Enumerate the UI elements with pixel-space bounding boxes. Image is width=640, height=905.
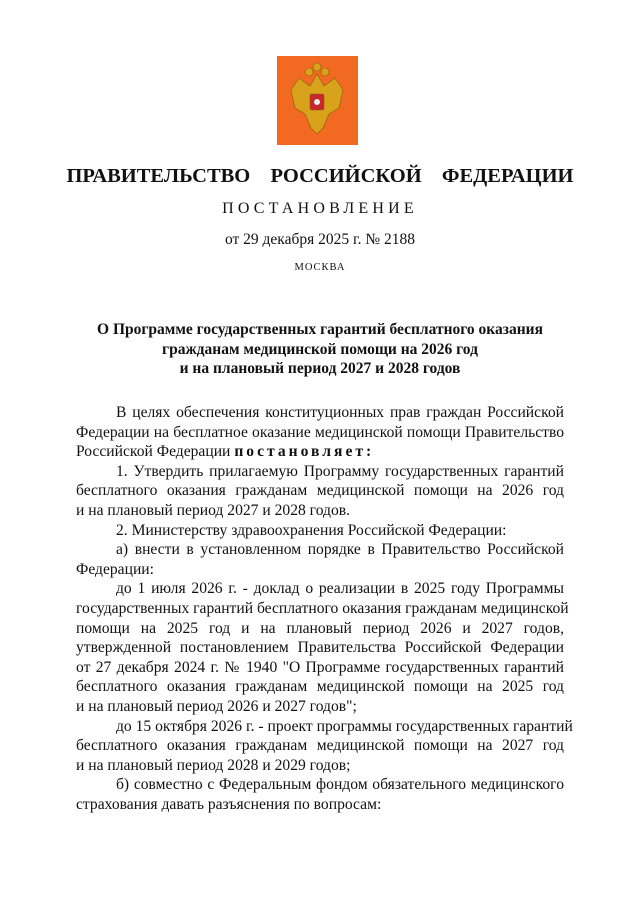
- body-line: [76, 442, 564, 462]
- body-line: до 15 октября 2026 г. - проект программы государственных гарантий: [116, 717, 573, 735]
- body-line: утвержденной постановлением Правительства Российской Федерации: [76, 639, 564, 657]
- document-date-number: от 29 декабря 2025 г. № 2188: [224, 231, 416, 248]
- body-line: Федерации:: [76, 560, 154, 578]
- body-line: помощи на 2025 год и на плановый период 2026 и 2027 годов,: [76, 619, 564, 637]
- body-line: бесплатного оказания гражданам медицинской помощи на 2027 год: [76, 737, 564, 755]
- body-line: и на плановый период 2026 и 2027 годов";: [76, 697, 357, 715]
- body-line: бесплатного оказания гражданам медицинской помощи на 2025 год: [76, 678, 564, 696]
- body-line: государственных гарантий бесплатного оказания гражданам медицинской: [76, 599, 569, 617]
- coat-of-arms-emblem: [277, 56, 358, 145]
- subject-line: О Программе государственных гарантий бесплатного оказания: [97, 321, 543, 338]
- subject-line: гражданам медицинской помощи на 2026 год: [162, 340, 478, 358]
- body-line: 1. Утвердить прилагаемую Программу государственных гарантий: [116, 462, 564, 480]
- body-line: В целях обеспечения конституционных прав граждан Российской: [116, 404, 564, 421]
- body-line: и на плановый период 2027 и 2028 годов.: [76, 501, 351, 519]
- document-type: ПОСТАНОВЛЕНИЕ: [222, 200, 418, 217]
- body-line: а) внести в установленном порядке в Правительство Российской: [116, 541, 564, 559]
- document-subject: [0, 320, 640, 379]
- subject-line: и на плановый период 2027 и 2028 годов: [179, 360, 461, 378]
- body-line: до 1 июля 2026 г. - доклад о реализации в 2025 году Программы: [116, 580, 564, 598]
- body-line: от 27 декабря 2024 г. № 1940 "О Программе государственных гарантий: [76, 658, 564, 676]
- body-line: б) совместно с Федеральным фондом обязательного медицинского: [116, 776, 564, 794]
- document-body: [76, 403, 573, 814]
- body-line: Федерации на бесплатное оказание медицинской помощи Правительство: [76, 423, 564, 441]
- authority-title: ПРАВИТЕЛЬСТВО РОССИЙСКОЙ ФЕДЕРАЦИИ: [66, 165, 574, 187]
- resolves-word: постановляет:: [234, 443, 375, 461]
- body-line: бесплатного оказания гражданам медицинской помощи на 2026 год: [76, 482, 564, 500]
- body-text: Российской Федерации: [76, 443, 231, 461]
- body-line: и на плановый период 2028 и 2029 годов;: [76, 756, 351, 774]
- document-city: МОСКВА: [294, 262, 346, 273]
- body-line: 2. Министерству здравоохранения Российской Федерации:: [116, 521, 507, 539]
- body-line: страхования давать разъяснения по вопросам:: [76, 795, 382, 813]
